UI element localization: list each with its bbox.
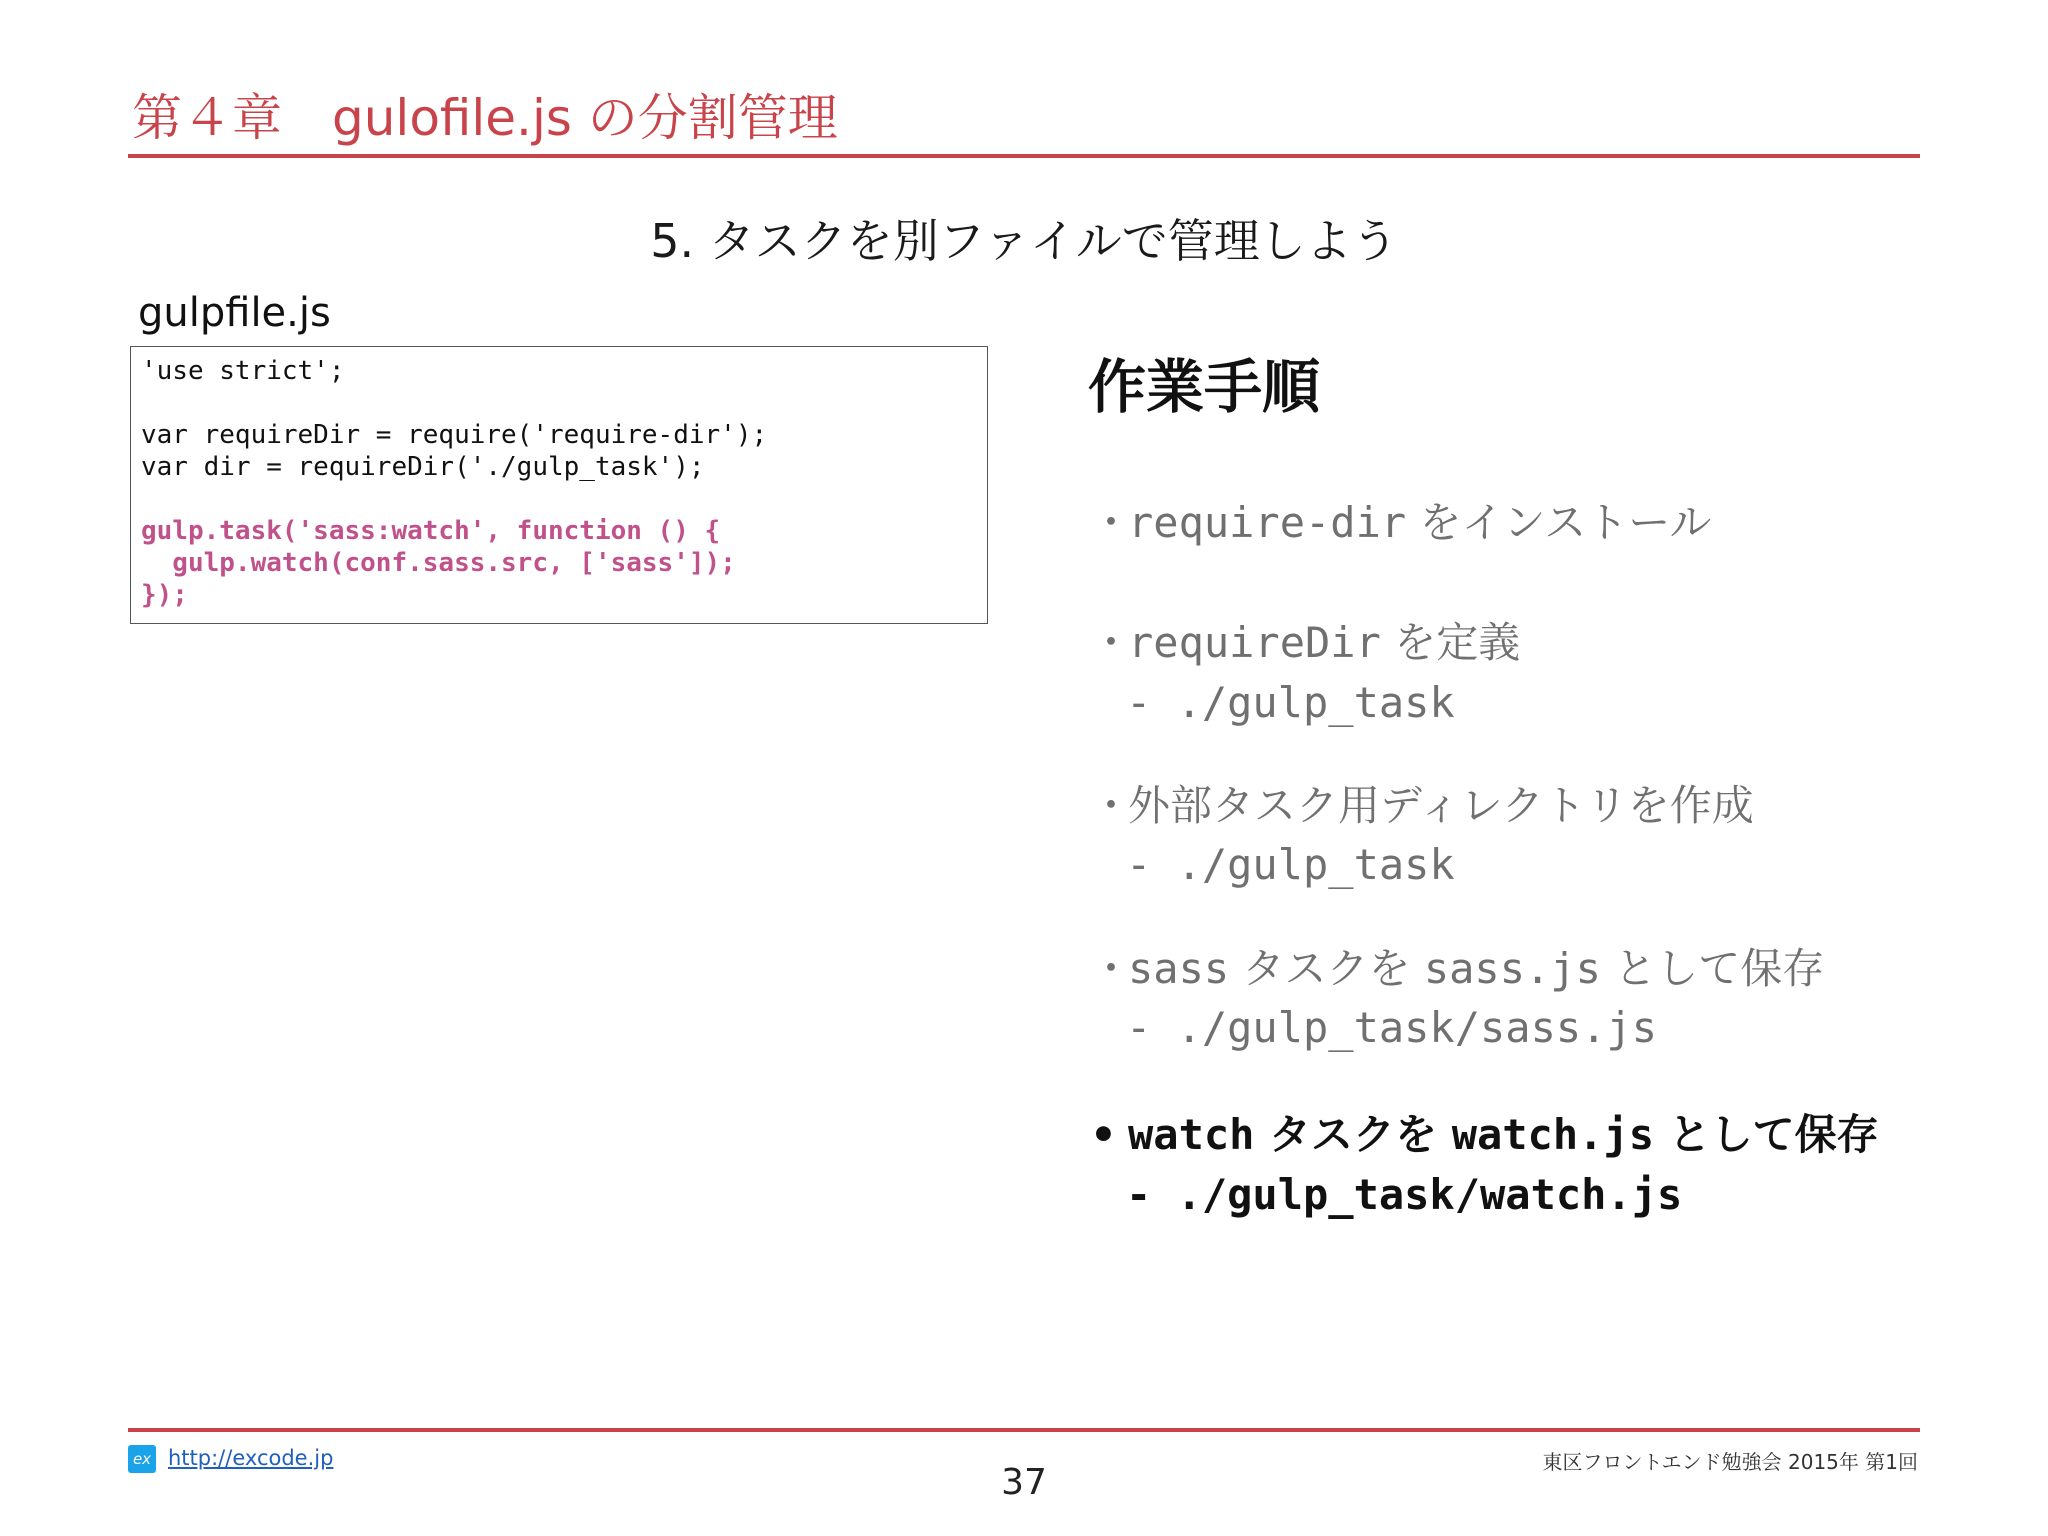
step-text: として保存 xyxy=(1600,944,1825,993)
bullet-icon: • xyxy=(1090,1110,1117,1159)
slide-subtitle: 5. タスクを別ファイルで管理しよう xyxy=(650,214,1398,268)
header-rule xyxy=(128,154,1920,158)
code-line: var dir = requireDir('./gulp_task'); xyxy=(141,452,705,482)
code-line xyxy=(141,483,977,515)
step-text: watch xyxy=(1128,1110,1255,1159)
steps-heading: 作業手順 xyxy=(1088,353,1321,421)
step-subpath: - ./gulp_task xyxy=(1126,840,1455,889)
code-file-label: gulpfile.js xyxy=(138,290,331,336)
step-item xyxy=(1090,773,1754,833)
footer-url-link[interactable]: http://excode.jp xyxy=(168,1446,334,1470)
footer-event-name: 東区フロントエンド勉強会 2015年 第1回 xyxy=(1542,1450,1918,1474)
code-line: var requireDir = require('require-dir'); xyxy=(141,420,768,450)
step-text: タスクを xyxy=(1229,944,1424,993)
step-item xyxy=(1090,490,1711,550)
footer-rule xyxy=(128,1428,1920,1432)
excode-logo-icon: ex xyxy=(128,1445,156,1473)
step-subpath: - ./gulp_task xyxy=(1126,678,1455,727)
bullet-icon: ・ xyxy=(1090,781,1133,830)
step-text: タスクを xyxy=(1254,1110,1452,1159)
chapter-title: 第４章 gulofile.js の分割管理 xyxy=(132,89,838,147)
step-subpath: - ./gulp_task/watch.js xyxy=(1126,1170,1683,1219)
step-subpath: - ./gulp_task/sass.js xyxy=(1126,1003,1658,1052)
page-number: 37 xyxy=(1001,1462,1047,1503)
code-line: 'use strict'; xyxy=(141,356,345,386)
code-block xyxy=(130,346,988,624)
code-line: gulp.task('sass:watch', function () { xyxy=(141,516,721,546)
code-line: gulp.watch(conf.sass.src, ['sass']); xyxy=(141,548,736,578)
code-line xyxy=(141,387,977,419)
step-item xyxy=(1090,1102,1879,1162)
step-text: watch.js xyxy=(1451,1110,1654,1159)
step-text: として保存 xyxy=(1653,1110,1879,1159)
step-text: をインストール xyxy=(1406,498,1712,547)
bullet-icon: ・ xyxy=(1090,618,1133,667)
step-text: sass xyxy=(1128,944,1230,993)
step-text: requireDir xyxy=(1128,618,1381,667)
step-text: 外部タスク用ディレクトリを作成 xyxy=(1128,781,1754,830)
bullet-icon: ・ xyxy=(1090,498,1133,547)
code-line: }); xyxy=(141,580,188,610)
step-item xyxy=(1090,610,1520,670)
step-text: を定義 xyxy=(1380,618,1521,667)
step-text: sass.js xyxy=(1423,944,1601,993)
step-text: require-dir xyxy=(1128,498,1407,547)
step-item xyxy=(1090,936,1824,996)
bullet-icon: ・ xyxy=(1090,944,1133,993)
